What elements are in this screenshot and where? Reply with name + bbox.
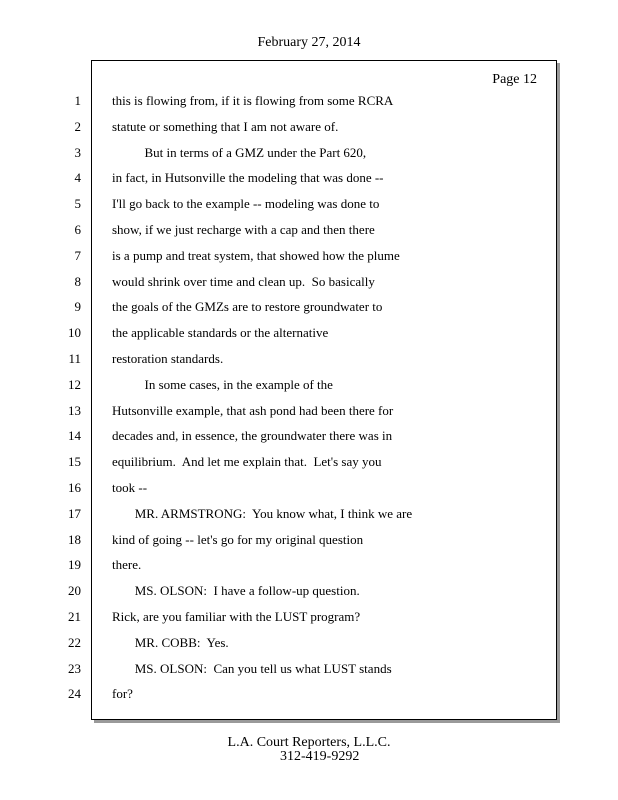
line-text: MR. COBB: Yes. <box>112 634 229 650</box>
line-number: 5 <box>74 196 81 212</box>
transcript-line <box>0 632 618 654</box>
transcript-line <box>0 529 618 551</box>
line-text: MR. ARMSTRONG: You know what, I think we are <box>112 505 413 521</box>
transcript-line <box>0 374 618 396</box>
transcript-line <box>0 658 618 680</box>
line-text: would shrink over time and clean up. So basically <box>112 273 375 289</box>
line-text: is a pump and treat system, that showed how the plume <box>112 247 400 263</box>
line-number: 12 <box>68 376 81 392</box>
line-text: show, if we just recharge with a cap and then there <box>112 222 375 237</box>
line-text: in fact, in Hutsonville the modeling that was done -- <box>112 170 384 186</box>
line-number: 18 <box>68 531 81 547</box>
line-number: 16 <box>68 480 81 495</box>
line-text: statute or something that I am not aware of. <box>112 118 339 134</box>
line-number: 14 <box>68 428 81 444</box>
transcript-line <box>0 167 618 189</box>
line-number: 3 <box>74 144 81 160</box>
line-text: Rick, are you familiar with the LUST program? <box>112 609 361 624</box>
line-number: 2 <box>74 118 81 134</box>
transcript-line <box>0 296 618 318</box>
line-number: 24 <box>68 686 81 702</box>
line-number: 21 <box>68 609 81 624</box>
transcript-line <box>0 400 618 422</box>
transcript-line <box>0 477 618 499</box>
line-number: 10 <box>68 325 81 341</box>
line-number: 20 <box>68 583 81 599</box>
line-number: 22 <box>68 634 81 650</box>
transcript-line <box>0 554 618 576</box>
line-number: 23 <box>68 660 81 676</box>
footer-phone: 312-419-9292 <box>280 749 360 764</box>
line-text: restoration standards. <box>112 351 224 366</box>
transcript-line <box>0 683 618 705</box>
line-number: 7 <box>74 247 81 263</box>
transcript-line <box>0 245 618 267</box>
transcript-line <box>0 451 618 473</box>
line-text: kind of going -- let's go for my original question <box>112 531 364 547</box>
line-number: 11 <box>68 351 81 366</box>
transcript-line <box>0 219 618 241</box>
line-text: equilibrium. And let me explain that. Let's say you <box>112 454 382 470</box>
page-number: Page 12 <box>492 72 537 87</box>
line-text: for? <box>112 686 133 702</box>
line-text: MS. OLSON: I have a follow-up question. <box>112 583 360 599</box>
footer-company: L.A. Court Reporters, L.L.C. <box>227 735 391 750</box>
transcript-line <box>0 271 618 293</box>
line-text: But in terms of a GMZ under the Part 620, <box>112 144 367 160</box>
line-number: 13 <box>68 402 81 418</box>
line-text: the goals of the GMZs are to restore groundwater to <box>112 299 383 315</box>
transcript-line <box>0 425 618 447</box>
transcript-line <box>0 142 618 164</box>
line-text: there. <box>112 557 142 573</box>
line-number: 15 <box>68 454 81 470</box>
transcript-line <box>0 322 618 344</box>
line-number: 19 <box>68 557 81 573</box>
line-text: Hutsonville example, that ash pond had been there for <box>112 402 394 418</box>
transcript-line <box>0 348 618 370</box>
line-number: 1 <box>74 93 81 108</box>
header-date: February 27, 2014 <box>257 35 361 50</box>
line-number: 6 <box>74 222 81 237</box>
line-number: 8 <box>74 273 81 289</box>
transcript-line <box>0 90 618 112</box>
line-text: MS. OLSON: Can you tell us what LUST stands <box>112 660 392 676</box>
transcript-line <box>0 503 618 525</box>
transcript-line <box>0 116 618 138</box>
transcript-line <box>0 580 618 602</box>
line-text: this is flowing from, if it is flowing from some RCRA <box>112 93 394 108</box>
line-text: the applicable standards or the alternative <box>112 325 329 341</box>
line-number: 17 <box>68 505 81 521</box>
line-text: decades and, in essence, the groundwater there was in <box>112 428 393 444</box>
transcript-line <box>0 193 618 215</box>
line-text: In some cases, in the example of the <box>112 376 333 392</box>
line-text: I'll go back to the example -- modeling was done to <box>112 196 380 212</box>
line-text: took -- <box>112 480 148 495</box>
transcript-line <box>0 606 618 628</box>
line-number: 9 <box>74 299 81 315</box>
line-number: 4 <box>74 170 81 186</box>
